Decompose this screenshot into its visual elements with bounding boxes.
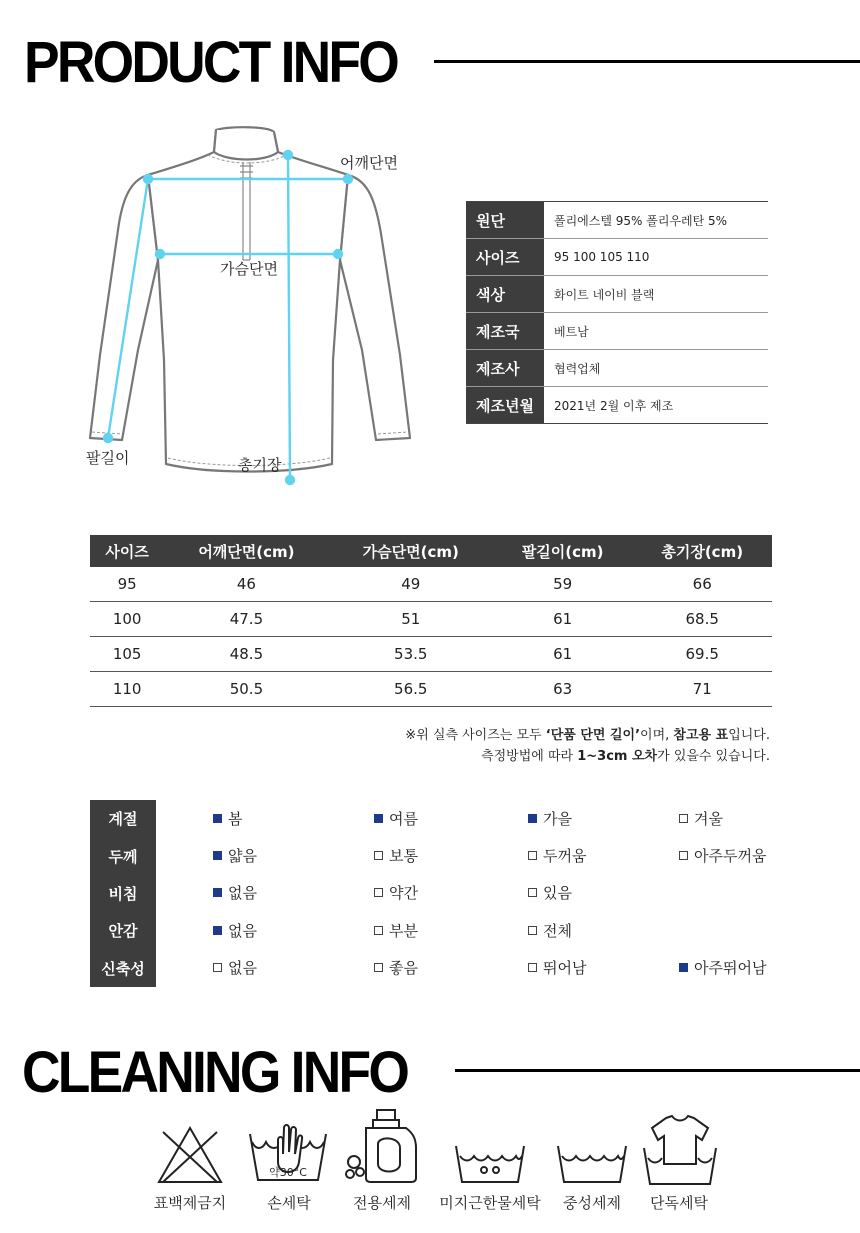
spec-value: 베트남	[554, 324, 589, 339]
note-text: 입니다.	[728, 728, 770, 743]
checkbox-unchecked	[528, 926, 537, 935]
option-label: 없음	[228, 959, 257, 977]
spec-table	[466, 201, 768, 424]
checkbox-option	[374, 874, 418, 911]
care-label: 표백제금지	[153, 1194, 227, 1212]
option-label: 없음	[228, 922, 257, 940]
cleaning-info-rule	[455, 1069, 860, 1072]
table-cell: 71	[632, 672, 772, 707]
table-cell: 46	[164, 567, 328, 602]
checkbox-option	[528, 874, 572, 911]
spec-value: 2021년 2월 이후 제조	[554, 398, 674, 413]
garment-diagram	[78, 110, 438, 500]
checkbox-checked	[213, 851, 222, 860]
checkbox-option	[374, 949, 418, 986]
note-text: 이며,	[640, 728, 674, 743]
option-label: 가을	[543, 810, 572, 828]
table-cell: 68.5	[632, 602, 772, 637]
note-emphasis: 참고용 표	[673, 728, 729, 743]
spec-value: 협력업체	[554, 361, 601, 376]
spec-value: 95 100 105 110	[554, 250, 650, 264]
care-label: 중성세제	[563, 1194, 621, 1212]
column-header: 사이즈	[90, 535, 164, 567]
attribute-key: 신축성	[101, 959, 145, 978]
attribute-row-thickness	[0, 837, 860, 874]
size-note-2	[481, 745, 770, 764]
checkbox-unchecked	[679, 851, 688, 860]
spec-key: 제조사	[466, 350, 544, 386]
checkbox-unchecked	[679, 814, 688, 823]
note-emphasis: ‘단품 단면 길이’	[545, 728, 641, 743]
checkbox-unchecked	[374, 963, 383, 972]
attribute-key: 안감	[108, 922, 138, 941]
option-label: 부분	[389, 922, 418, 940]
size-table-header	[90, 535, 772, 567]
product-info-heading: PRODUCT INFO	[24, 30, 398, 95]
checkbox-option	[213, 874, 257, 911]
table-cell: 53.5	[329, 637, 493, 672]
checkbox-unchecked	[213, 963, 222, 972]
spec-key: 사이즈	[466, 239, 544, 275]
checkbox-checked	[213, 888, 222, 897]
table-cell: 49	[329, 567, 493, 602]
column-header: 팔길이(cm)	[493, 535, 633, 567]
spec-key: 색상	[466, 276, 544, 312]
option-label: 뛰어남	[543, 959, 587, 977]
checkbox-unchecked	[528, 851, 537, 860]
table-cell: 66	[632, 567, 772, 602]
checkbox-checked	[213, 814, 222, 823]
size-note-1	[405, 724, 770, 743]
checkbox-option	[679, 837, 766, 874]
checkbox-option	[213, 837, 257, 874]
note-text: ※위 실측 사이즈는 모두	[405, 728, 546, 743]
spec-key: 원단	[466, 202, 544, 238]
table-cell: 48.5	[164, 637, 328, 672]
table-cell: 100	[90, 602, 164, 637]
spec-row	[466, 313, 768, 350]
attribute-row-sheerness	[0, 874, 860, 911]
column-header: 총기장(cm)	[632, 535, 772, 567]
checkbox-checked	[213, 926, 222, 935]
sleeve-label: 팔길이	[86, 449, 130, 467]
table-cell: 61	[493, 602, 633, 637]
option-label: 없음	[228, 884, 257, 902]
spec-row	[466, 202, 768, 239]
table-cell: 56.5	[329, 672, 493, 707]
checkbox-option	[528, 800, 572, 837]
option-label: 있음	[543, 884, 572, 902]
checkbox-option	[528, 837, 586, 874]
spec-value: 화이트 네이비 블랙	[554, 287, 655, 302]
checkbox-option	[213, 949, 257, 986]
care-label: 단독세탁	[650, 1194, 708, 1212]
table-row	[90, 637, 772, 672]
checkbox-option	[374, 800, 418, 837]
checkbox-option	[374, 837, 418, 874]
table-cell: 51	[329, 602, 493, 637]
table-row	[90, 567, 772, 602]
table-cell: 50.5	[164, 672, 328, 707]
size-table	[90, 535, 772, 707]
separate-wash-icon	[642, 1114, 718, 1186]
option-label: 좋음	[389, 959, 418, 977]
checkbox-option	[213, 800, 243, 837]
spec-row	[466, 239, 768, 276]
lukewarm-water-icon	[454, 1142, 526, 1184]
checkbox-checked	[374, 814, 383, 823]
table-cell: 69.5	[632, 637, 772, 672]
option-label: 두꺼움	[543, 847, 587, 865]
table-cell: 63	[493, 672, 633, 707]
temperature-label: 약30°C	[269, 1166, 307, 1179]
checkbox-option	[528, 949, 586, 986]
table-cell: 95	[90, 567, 164, 602]
shoulder-label: 어깨단면	[340, 154, 398, 172]
option-label: 겨울	[694, 810, 723, 828]
attribute-key: 두께	[108, 847, 138, 866]
option-label: 봄	[228, 810, 243, 828]
checkbox-option	[213, 912, 257, 949]
checkbox-unchecked	[528, 888, 537, 897]
attribute-key: 계절	[108, 810, 138, 829]
option-label: 여름	[389, 810, 418, 828]
checkbox-option	[679, 800, 723, 837]
checkbox-checked	[679, 963, 688, 972]
table-row	[90, 602, 772, 637]
table-cell: 59	[493, 567, 633, 602]
attribute-key: 비침	[108, 884, 138, 903]
care-label: 미지근한물세탁	[439, 1194, 541, 1212]
option-label: 아주두꺼움	[694, 847, 767, 865]
option-label: 아주뛰어남	[694, 959, 767, 977]
column-header: 가슴단면(cm)	[329, 535, 493, 567]
table-cell: 47.5	[164, 602, 328, 637]
no-bleach-icon	[155, 1124, 225, 1186]
checkbox-option	[374, 912, 418, 949]
checkbox-unchecked	[374, 888, 383, 897]
column-header: 어깨단면(cm)	[164, 535, 328, 567]
spec-row	[466, 387, 768, 423]
checkbox-unchecked	[528, 963, 537, 972]
spec-key: 제조년월	[466, 387, 544, 423]
cleaning-info-heading: CLEANING INFO	[22, 1040, 408, 1105]
checkbox-unchecked	[374, 851, 383, 860]
checkbox-checked	[528, 814, 537, 823]
note-emphasis: 1~3cm 오차	[577, 749, 658, 764]
table-cell: 61	[493, 637, 633, 672]
spec-value: 폴리에스텔 95% 폴리우레탄 5%	[554, 213, 728, 228]
option-label: 약간	[389, 884, 418, 902]
attribute-row-lining	[0, 912, 860, 949]
care-label: 전용세제	[353, 1194, 411, 1212]
table-cell: 110	[90, 672, 164, 707]
table-cell: 105	[90, 637, 164, 672]
chest-label: 가슴단면	[220, 260, 278, 278]
care-label: 손세탁	[267, 1194, 311, 1212]
product-info-rule	[434, 60, 860, 63]
detergent-bottle-icon	[344, 1108, 420, 1184]
table-row	[90, 672, 772, 707]
note-text: 측정방법에 따라	[481, 749, 578, 764]
length-label: 총기장	[238, 456, 282, 474]
attribute-row-season	[0, 800, 860, 837]
spec-key: 제조국	[466, 313, 544, 349]
note-text: 가 있을수 있습니다.	[657, 749, 770, 764]
checkbox-option	[679, 949, 766, 986]
attribute-row-stretch	[0, 949, 860, 986]
spec-row	[466, 276, 768, 313]
hand-wash-icon	[248, 1120, 328, 1186]
neutral-detergent-icon	[556, 1142, 628, 1184]
option-label: 전체	[543, 922, 572, 940]
spec-row	[466, 350, 768, 387]
option-label: 보통	[389, 847, 418, 865]
checkbox-unchecked	[374, 926, 383, 935]
checkbox-option	[528, 912, 572, 949]
option-label: 얇음	[228, 847, 257, 865]
